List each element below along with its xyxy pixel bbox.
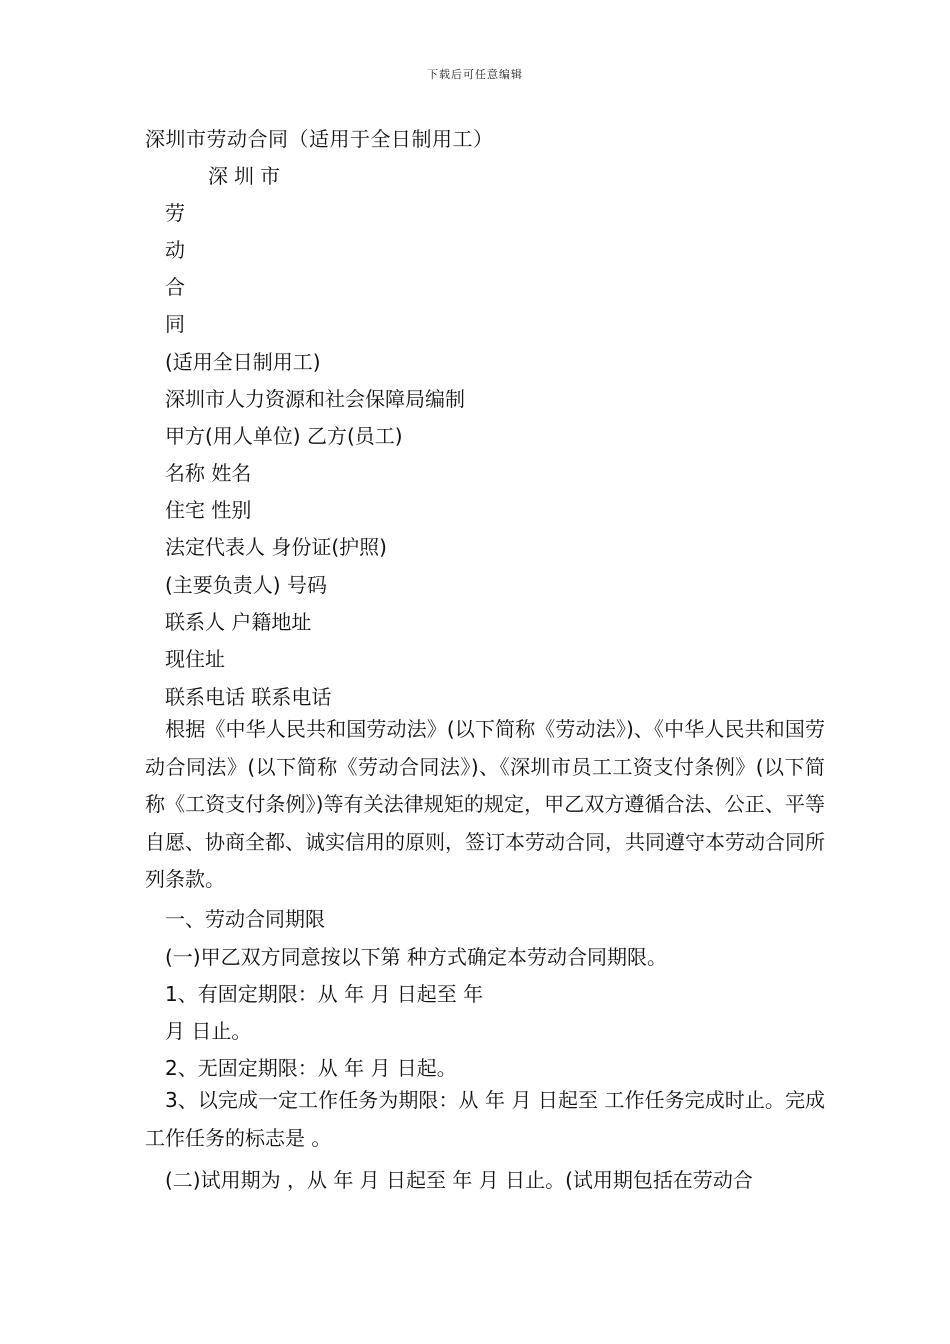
scope-line: (适用全日制用工): [165, 350, 321, 374]
preamble-text: 根据《中华人民共和国劳动法》(以下简称《劳动法》)、《中华人民共和国劳动合同法》(以下简称《劳动合同法》)、《深圳市员工工资支付条例》(以下简称《工资支付条例》)等有关法律规矩的规定，甲乙双方遵循合法、公正、平等自愿、协商全都、诚实信用的原则，签订本劳动合同，共同遵守本劳动合同所列条款。: [145, 717, 825, 891]
clause-line: (一)甲乙双方同意按以下第 种方式确定本劳动合同期限。: [165, 945, 667, 969]
section-title: 一、劳动合同期限: [165, 907, 325, 931]
option-line: 1、有固定期限：从 年 月 日起至 年: [165, 982, 484, 1006]
vertical-title-char: 合: [165, 275, 185, 299]
field-line: 现住址: [165, 647, 225, 671]
option-line: 2、无固定期限：从 年 月 日起。: [165, 1056, 457, 1080]
clause-line: (二)试用期为 ，从 年 月 日起至 年 月 日止。(试用期包括在劳动合: [165, 1168, 753, 1192]
field-line: 法定代表人 身份证(护照): [165, 535, 387, 559]
party-header: 甲方(用人单位) 乙方(员工): [165, 424, 403, 448]
city-heading: 深圳市: [208, 164, 286, 188]
field-line: 住宅 性别: [165, 498, 252, 522]
header-note: 下载后可任意编辑: [427, 68, 523, 81]
preamble-paragraph: [145, 711, 825, 899]
option3-paragraph: [145, 1082, 825, 1157]
document-title: 深圳市劳动合同（适用于全日制用工）: [145, 127, 494, 151]
vertical-title-char: 动: [165, 238, 185, 262]
field-line: (主要负责人) 号码: [165, 573, 327, 597]
option-line: 月 日止。: [165, 1019, 252, 1043]
field-line: 名称 姓名: [165, 461, 252, 485]
field-line: 联系电话 联系电话: [165, 685, 332, 709]
option3-text: 3、以完成一定工作任务为期限：从 年 月 日起至 工作任务完成时止。完成工作任务的标志是 。: [145, 1088, 825, 1150]
vertical-title-char: 同: [165, 312, 185, 336]
compiler-line: 深圳市人力资源和社会保障局编制: [165, 387, 465, 411]
field-line: 联系人 户籍地址: [165, 610, 312, 634]
vertical-title-char: 劳: [165, 201, 185, 225]
